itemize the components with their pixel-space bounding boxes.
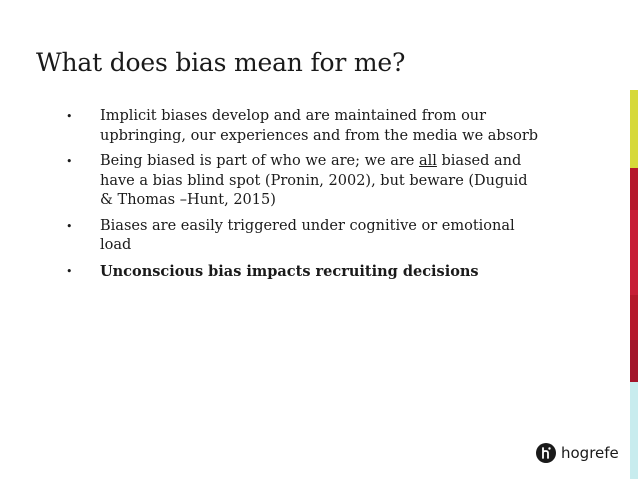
slide-title: What does bias mean for me?	[36, 48, 406, 77]
stripe	[630, 382, 638, 479]
stripe	[630, 295, 638, 340]
bullet-item-emphasis	[62, 262, 542, 283]
hogrefe-logo	[536, 443, 619, 463]
bullet-list	[62, 107, 542, 288]
bullet-text: Unconscious bias impacts recruiting decisions	[100, 262, 479, 280]
stripe	[630, 210, 638, 295]
bullet-dot: •	[66, 264, 73, 278]
bullet-text-pre: Being biased is part of who we are; we are	[100, 153, 419, 169]
bullet-dot: •	[66, 155, 73, 168]
underlined-word: all	[418, 153, 437, 169]
bullet-text-post: biased and have a bias blind spot (Pronin, 2002), but beware (Duguid & Thomas –Hunt, 2015)	[100, 153, 528, 208]
bullet-item	[62, 217, 542, 256]
stripe	[630, 340, 638, 382]
bullet-text: Biases are easily triggered under cognitive or emotional load	[100, 217, 515, 253]
bullet-text	[100, 153, 528, 208]
decorative-color-stripes	[630, 90, 638, 479]
hogrefe-logo-icon	[536, 443, 556, 463]
stripe	[630, 90, 638, 168]
bullet-dot: •	[66, 110, 73, 123]
hogrefe-wordmark: hogrefe	[561, 444, 619, 462]
bullet-text: Implicit biases develop and are maintained from our upbringing, our experiences and from the media we absorb	[100, 108, 539, 144]
stripe	[630, 168, 638, 210]
bullet-item	[62, 152, 542, 211]
bullet-item	[62, 107, 542, 146]
bullet-dot: •	[66, 219, 73, 233]
